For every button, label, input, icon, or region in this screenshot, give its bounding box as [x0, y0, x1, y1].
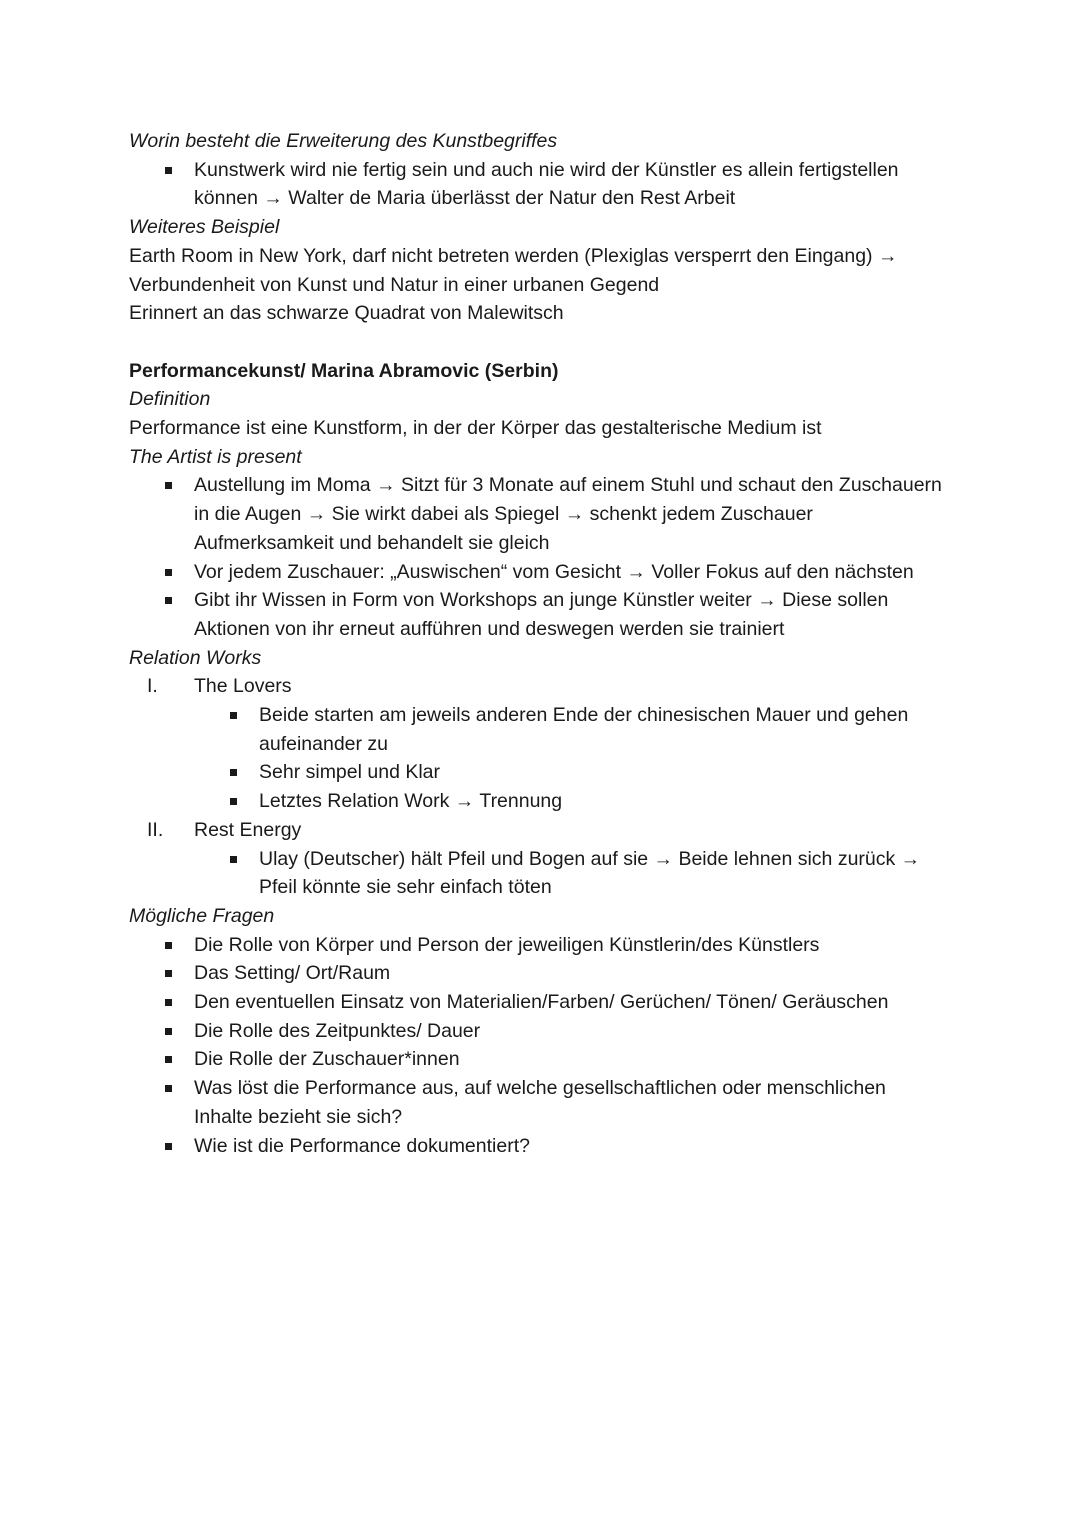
bullet-item: [129, 1132, 949, 1161]
square-bullet-icon: [165, 970, 172, 977]
heading-beispiel: Weiteres Beispiel: [129, 216, 280, 239]
square-bullet-icon: [165, 569, 172, 576]
bullet-item: [129, 1074, 949, 1131]
text-line: Earth Room in New York, darf nicht betreten werden (Plexiglas versperrt den Eingang) →: [129, 244, 898, 267]
bullet-item: [129, 988, 949, 1017]
work-title: The Lovers: [194, 675, 292, 698]
bullet-text: Den eventuellen Einsatz von Materialien/Farben/ Gerüchen/ Tönen/ Geräuschen: [194, 991, 889, 1014]
roman-numeral: II.: [147, 818, 164, 841]
bullet-text: Beide starten am jeweils anderen Ende der chinesischen Mauer und gehen aufeinander zu: [259, 704, 909, 755]
bullet-item: [129, 1045, 949, 1074]
sub-bullet-item: [129, 845, 949, 902]
bullet-item: [129, 931, 949, 960]
square-bullet-icon: [230, 798, 237, 805]
bullet-item: [129, 156, 949, 213]
bullet-item: [129, 586, 949, 643]
paragraph-gap: [129, 328, 949, 357]
document-body: [129, 127, 949, 1160]
square-bullet-icon: [165, 1143, 172, 1150]
heading-definition: Definition: [129, 388, 211, 411]
bullet-text: Gibt ihr Wissen in Form von Workshops an junge Künstler weiter → Diese sollen Aktionen von ihr erneut aufführen und deswegen werden sie trainiert: [194, 589, 889, 640]
bullet-text: Die Rolle von Körper und Person der jeweiligen Künstlerin/des Künstlers: [194, 933, 820, 956]
square-bullet-icon: [230, 769, 237, 776]
bullet-item: [129, 1017, 949, 1046]
heading-fragen: Mögliche Fragen: [129, 904, 275, 927]
text-line: Verbundenheit von Kunst und Natur in einer urbanen Gegend: [129, 273, 660, 296]
bullet-text: Austellung im Moma → Sitzt für 3 Monate auf einem Stuhl und schaut den Zuschauern in die Augen → Sie wirkt dabei als Spiegel → schenkt jedem Zuschauer Aufmerksamkeit und behandelt sie gleich: [194, 474, 942, 554]
roman-numeral: I.: [147, 675, 158, 698]
heading-relation-works: Relation Works: [129, 646, 262, 669]
square-bullet-icon: [165, 597, 172, 604]
square-bullet-icon: [165, 482, 172, 489]
square-bullet-icon: [230, 856, 237, 863]
sub-bullet-item: [129, 787, 949, 816]
section-title: Performancekunst/ Marina Abramovic (Serbin): [129, 359, 559, 382]
sub-bullet-item: [129, 701, 949, 758]
definition-text: Performance ist eine Kunstform, in der der Körper das gestalterische Medium ist: [129, 417, 822, 440]
bullet-text: Vor jedem Zuschauer: „Auswischen“ vom Gesicht → Voller Fokus auf den nächsten: [194, 560, 914, 583]
numbered-item: [129, 672, 949, 701]
bullet-text: Die Rolle des Zeitpunktes/ Dauer: [194, 1019, 481, 1042]
square-bullet-icon: [165, 167, 172, 174]
heading-artist-present: The Artist is present: [129, 445, 302, 468]
square-bullet-icon: [230, 712, 237, 719]
square-bullet-icon: [165, 1085, 172, 1092]
bullet-item: [129, 471, 949, 557]
square-bullet-icon: [165, 1056, 172, 1063]
bullet-text: Was löst die Performance aus, auf welche gesellschaftlichen oder menschlichen Inhalte bezieht sie sich?: [194, 1077, 886, 1128]
square-bullet-icon: [165, 942, 172, 949]
square-bullet-icon: [165, 1028, 172, 1035]
work-title: Rest Energy: [194, 818, 302, 841]
bullet-text: Ulay (Deutscher) hält Pfeil und Bogen auf sie → Beide lehnen sich zurück → Pfeil könnte sie sehr einfach töten: [259, 847, 921, 899]
sub-bullet-item: [129, 758, 949, 787]
bullet-text: Kunstwerk wird nie fertig sein und auch nie wird der Künstler es allein fertigstellen können → Walter de Maria überlässt der Natur den Rest Arbeit: [194, 158, 899, 210]
text-line: Erinnert an das schwarze Quadrat von Malewitsch: [129, 302, 564, 325]
bullet-text: Das Setting/ Ort/Raum: [194, 962, 391, 985]
bullet-text: Sehr simpel und Klar: [259, 761, 441, 784]
bullet-text: Letztes Relation Work → Trennung: [259, 790, 563, 813]
numbered-item: [129, 816, 949, 845]
bullet-item: [129, 959, 949, 988]
heading-erweiterung: Worin besteht die Erweiterung des Kunstbegriffes: [129, 130, 558, 152]
bullet-item: [129, 558, 949, 587]
bullet-text: Wie ist die Performance dokumentiert?: [194, 1134, 530, 1157]
bullet-text: Die Rolle der Zuschauer*innen: [194, 1048, 460, 1071]
square-bullet-icon: [165, 999, 172, 1006]
